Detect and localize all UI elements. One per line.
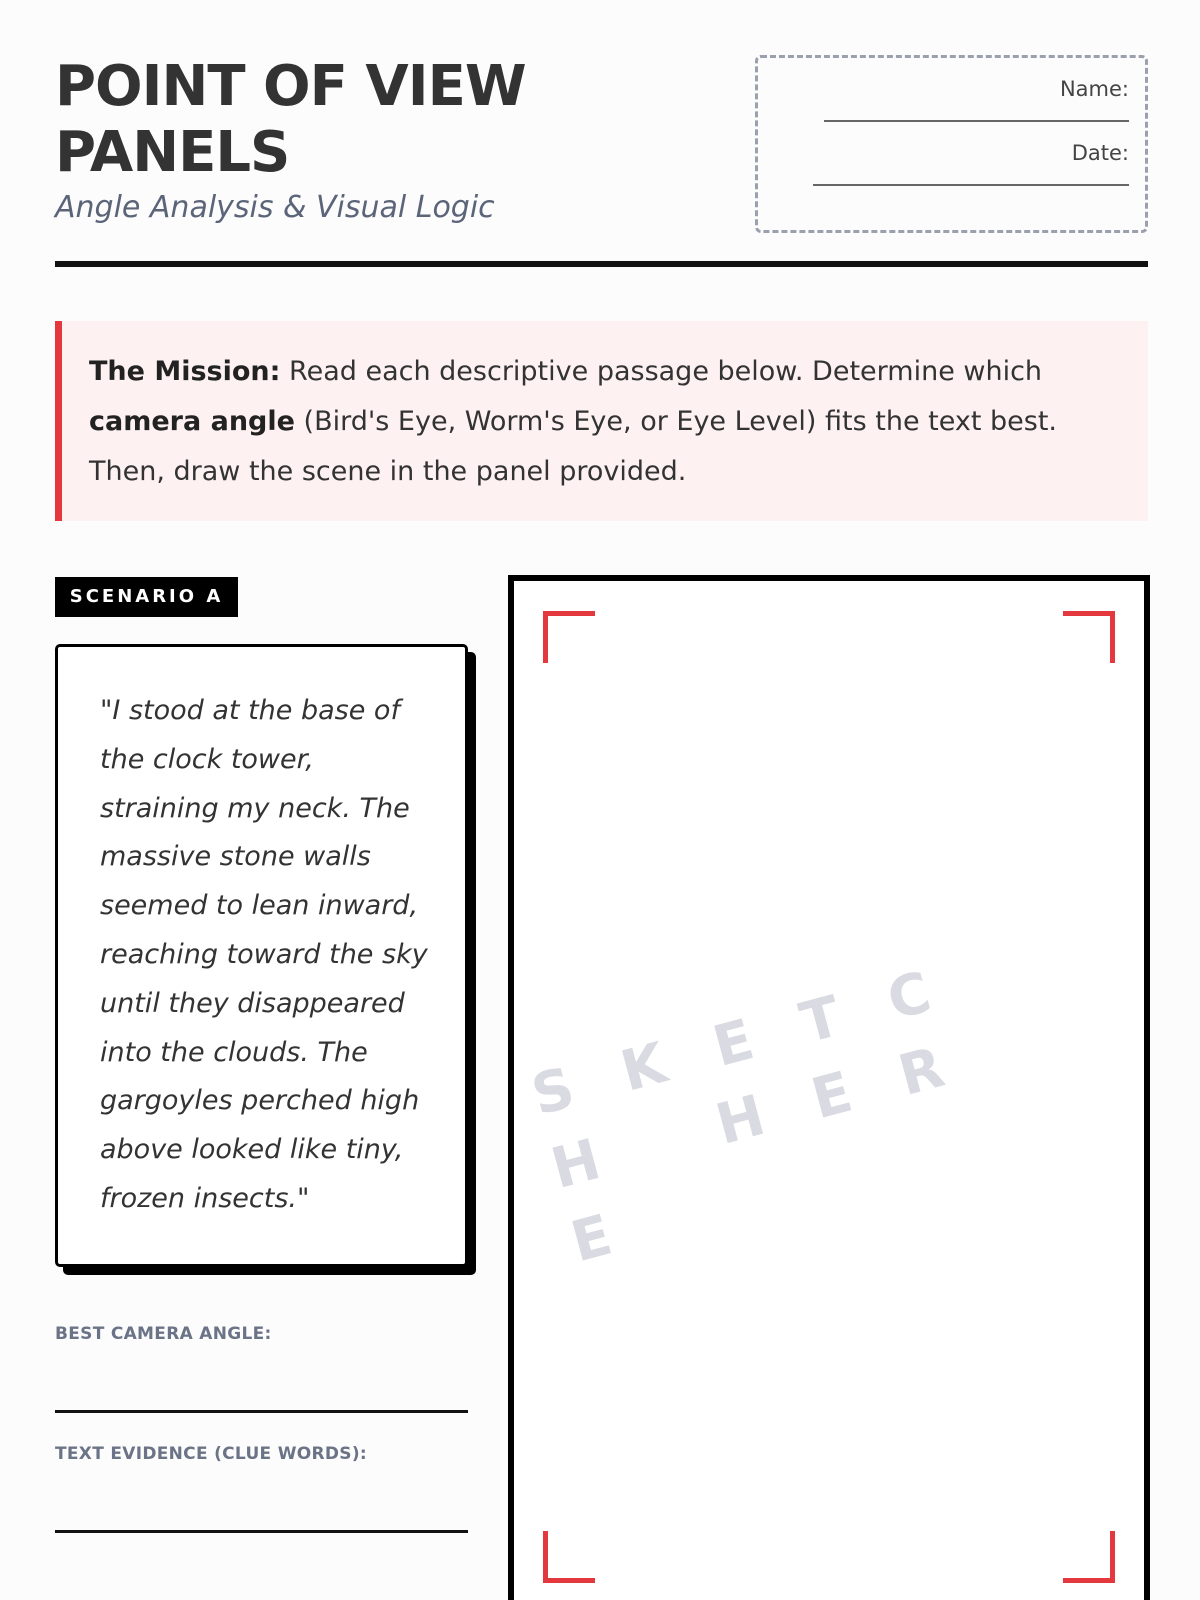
- student-info-box: [755, 55, 1148, 233]
- page-subtitle: Angle Analysis & Visual Logic: [55, 190, 495, 225]
- passage-card: "I stood at the base of the clock tower, straining my neck. The massive stone walls seemed to lean inward, reaching toward the sky until they disappeared into the clouds. The gargoyles perched high above looked like tiny, frozen insects.": [55, 644, 468, 1267]
- mission-text-2: (Bird's Eye, Worm's Eye, or Eye Level) fits the text best. Then, draw the scene in the panel provided.: [89, 406, 1058, 487]
- corner-mark-bottom-left: [543, 1531, 595, 1583]
- camera-angle-label: BEST CAMERA ANGLE:: [55, 1324, 272, 1344]
- scenario-tag: SCENARIO A: [55, 577, 238, 617]
- page-title: POINT OF VIEW PANELS: [55, 54, 526, 185]
- corner-mark-top-left: [543, 611, 595, 663]
- name-line[interactable]: [824, 102, 1129, 122]
- corner-mark-bottom-right: [1063, 1531, 1115, 1583]
- camera-angle-answer-line[interactable]: [55, 1410, 468, 1413]
- evidence-label: TEXT EVIDENCE (CLUE WORDS):: [55, 1444, 368, 1464]
- mission-emphasis: camera angle: [89, 406, 295, 437]
- date-label: Date:: [1071, 141, 1129, 165]
- mission-text-1: Read each descriptive passage below. Determine which: [280, 356, 1043, 387]
- mission-lead: The Mission:: [89, 356, 281, 387]
- name-label: Name:: [1059, 77, 1129, 101]
- evidence-answer-line[interactable]: [55, 1530, 468, 1533]
- date-line[interactable]: [813, 166, 1129, 186]
- sketch-watermark: SKETCH HERE: [525, 946, 1001, 1276]
- mission-callout: [55, 321, 1148, 521]
- sketch-panel[interactable]: [508, 575, 1150, 1600]
- corner-mark-top-right: [1063, 611, 1115, 663]
- header-divider: [55, 261, 1148, 267]
